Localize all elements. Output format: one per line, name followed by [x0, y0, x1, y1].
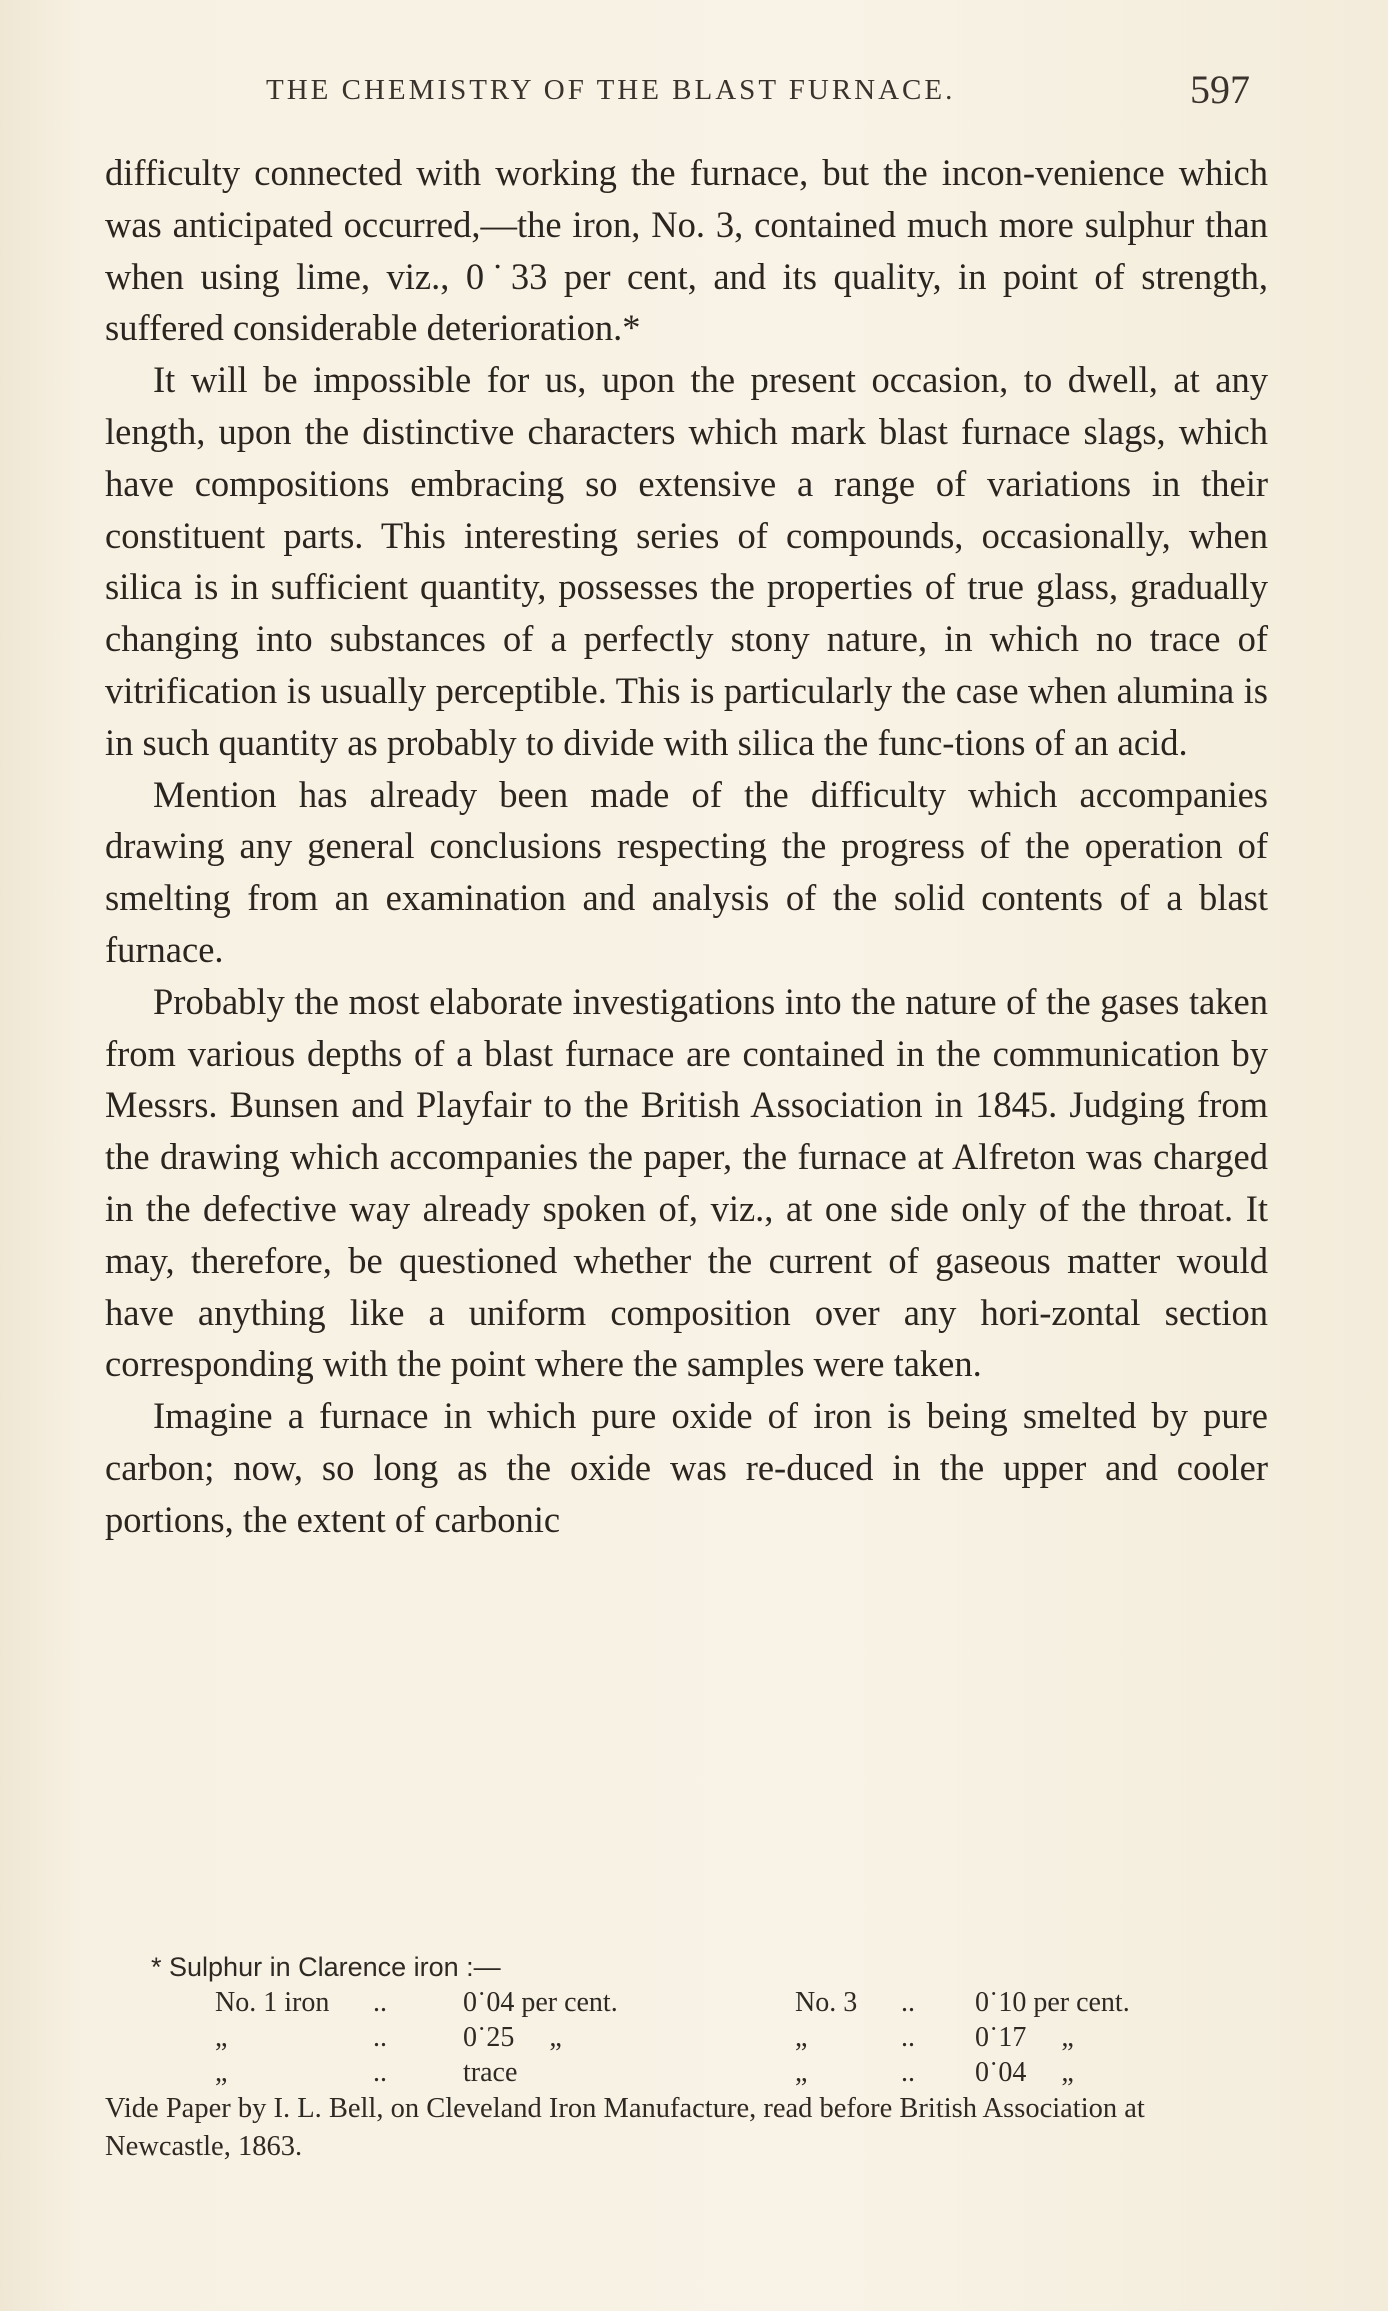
footnote-label-a: No. 1 iron: [215, 1987, 330, 2018]
footnote-dots-a: ..: [373, 2057, 387, 2088]
running-title: THE CHEMISTRY OF THE BLAST FURNACE.: [266, 74, 956, 106]
footnote-source: Vide Paper by I. L. Bell, on Cleveland Iron Manufacture, read before British Association at Newcastle, 1863.: [105, 2093, 1145, 2162]
footnote-dots-b: ..: [901, 2022, 915, 2053]
footnote-table: [105, 1985, 1275, 2090]
paragraph-bunsen-playfair: Probably the most elaborate investigations into the nature of the gases taken from various depths of a blast furnace are contained in the communication by Messrs. Bunsen and Playfair to the British Association in 1845. Judging from the drawing which accompanies the paper, the furnace at Alfreton was charged in the defective way already spoken of, viz., at one side only of the throat. It may, therefore, be questioned whether the current of gaseous matter would have anything like a uniform composition over any hori-zontal section corresponding with the point where the samples were taken.: [105, 980, 1268, 1385]
footnote-dots-b: ..: [901, 1987, 915, 2018]
footnote-value-b: 0˙17 „: [975, 2022, 1074, 2053]
footnote-row: [105, 2020, 1275, 2055]
footnote-row: [105, 1985, 1275, 2020]
running-head: [260, 66, 1260, 126]
footnote-value-b: 0˙10 per cent.: [975, 1987, 1130, 2018]
footnote: [105, 1950, 1275, 2166]
footnote-value-a: 0˙04 per cent.: [463, 1987, 618, 2018]
footnote-label-b: „: [795, 2057, 808, 2088]
footnote-heading: * Sulphur in Clarence iron :—: [151, 1952, 501, 1982]
footnote-row: [105, 2055, 1275, 2090]
footnote-label-a: „: [215, 2022, 228, 2053]
footnote-dots-a: ..: [373, 2022, 387, 2053]
paragraph-slags: It will be impossible for us, upon the present occasion, to dwell, at any length, upon the distinctive characters which mark blast furnace slags, which have compositions embracing so extensive a range of variations in their constituent parts. This interesting series of compounds, occasionally, when silica is in sufficient quantity, possesses the properties of true glass, gradually changing into substances of a perfectly stony nature, in which no trace of vitrification is usually perceptible. This is particularly the case when alumina is in such quantity as probably to divide with silica the func-tions of an acid.: [105, 359, 1268, 763]
paragraph-imagine-furnace: Imagine a furnace in which pure oxide of iron is being smelted by pure carbon; now, so long as the oxide was re-duced in the upper and cooler portions, the extent of carbonic: [105, 1395, 1268, 1540]
footnote-dots-b: ..: [901, 2057, 915, 2088]
footnote-value-a: 0˙25 „: [463, 2022, 562, 2053]
page-number: 597: [1190, 67, 1250, 112]
paragraph-smelting-conclusions: Mention has already been made of the difficulty which accompanies drawing any general conclusions respecting the progress of the operation of smelting from an examination and analysis of the solid contents of a blast furnace.: [105, 773, 1268, 970]
footnote-dots-a: ..: [373, 1987, 387, 2018]
body-text: [105, 147, 1268, 1546]
footnote-label-b: „: [795, 2022, 808, 2053]
footnote-label-a: „: [215, 2057, 228, 2088]
footnote-value-a: trace: [463, 2057, 518, 2088]
paragraph-continued: difficulty connected with working the furnace, but the incon-venience which was anticipated occurred,—the iron, No. 3, contained much more sulphur than when using lime, viz., 0˙33 per cent, and its quality, in point of strength, suffered considerable deterioration.*: [105, 152, 1268, 349]
footnote-value-b: 0˙04 „: [975, 2057, 1074, 2088]
footnote-label-b: No. 3: [795, 1987, 858, 2018]
